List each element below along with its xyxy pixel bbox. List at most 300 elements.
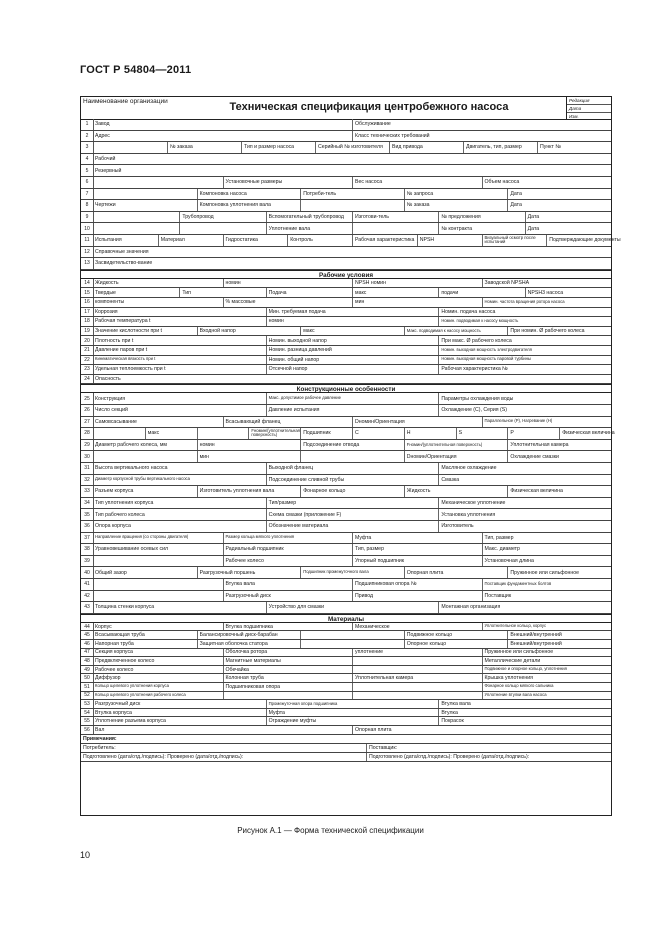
form-cell: Общий зазор xyxy=(95,569,127,576)
form-cell: Тип рабочего колеса xyxy=(95,511,145,518)
form-cell: Подшипник промежуточного вала xyxy=(300,567,404,578)
form-row xyxy=(81,258,611,270)
form-cell: Покрасок xyxy=(438,717,611,725)
form-cell xyxy=(179,223,265,234)
form-cell xyxy=(300,200,404,211)
form-cell xyxy=(300,451,404,462)
form-cell: Схема смазки (приложение F) xyxy=(266,509,439,520)
form-cell: Жидкость xyxy=(95,280,119,287)
row-number: 18 xyxy=(81,317,94,326)
form-cell: Опасность xyxy=(95,376,121,383)
form-cell: Завод xyxy=(95,121,110,128)
form-cell: Гидростатика xyxy=(223,235,288,246)
form-row xyxy=(81,375,611,385)
form-cell: Рабочая температура t xyxy=(95,318,151,325)
form-cell: Значение кислотности при t xyxy=(95,328,162,335)
form-cell: Упорный подшипник xyxy=(352,556,482,567)
form-cell: Монтажная организация xyxy=(438,602,611,613)
form-cell: Фонарное кольцо xyxy=(300,486,404,497)
form-cell: № заказа xyxy=(404,200,508,211)
row-number: 27 xyxy=(81,417,94,428)
form-cell: Подсоединение сливной трубы xyxy=(266,475,439,486)
form-cell: Тип и размер насоса xyxy=(241,142,315,153)
form-cell: Внешний/внутренний xyxy=(507,631,611,639)
form-cell: макс xyxy=(300,327,404,336)
form-cell xyxy=(300,640,404,648)
form-cell: Опора корпуса xyxy=(95,523,131,530)
row-number: 21 xyxy=(81,346,94,355)
form-cell: Высота вертикального насоса xyxy=(95,465,168,472)
form-row xyxy=(81,189,611,201)
form-row xyxy=(81,521,611,533)
revision-label: Редакция xyxy=(567,97,611,105)
form-row xyxy=(81,336,611,346)
notes-label: Примечания: xyxy=(83,735,117,742)
form-cell: Мин. требуемая подача xyxy=(266,308,439,317)
row-number: 36 xyxy=(81,521,94,532)
form-cell: Компоновка насоса xyxy=(197,189,301,200)
form-cell: Корпус xyxy=(95,623,112,630)
form-cell: Уплотнение разъема корпуса xyxy=(95,718,166,725)
form-cell: Подшипниковая опора xyxy=(223,683,353,691)
form-row xyxy=(81,440,611,452)
form-cell xyxy=(93,579,223,590)
form-cell: Разъем корпуса xyxy=(95,488,134,495)
row-number: 34 xyxy=(81,498,94,509)
form-cell xyxy=(223,692,353,700)
form-cell: Коррозия xyxy=(95,308,118,315)
form-cell: Поставщик xyxy=(482,591,612,602)
form-cell: Серийный № изготовителя xyxy=(315,142,389,153)
form-cell: Заводской NPSHA xyxy=(482,279,612,288)
form-cell: Охлаждение (C), Серия (S) xyxy=(438,405,611,416)
form-cell: № контракта xyxy=(438,223,524,234)
row-number: 11 xyxy=(81,235,94,246)
form-cell: Охлаждение смазки xyxy=(507,451,611,462)
form-cell: Контроль xyxy=(287,235,352,246)
form-row xyxy=(81,498,611,510)
form-cell: Кинематическая вязкость при t xyxy=(95,356,156,362)
form-cell: Напорная труба xyxy=(95,640,134,647)
row-number: 33 xyxy=(81,486,94,497)
form-cell: Макс. подводимая к насосу мощность xyxy=(404,327,508,336)
form-cell: Пункт № xyxy=(537,142,611,153)
signature-row xyxy=(81,744,611,753)
form-cell: мин xyxy=(197,451,301,462)
form-cell: Адрес xyxy=(95,132,110,139)
form-cell: Уплотнительная камера xyxy=(507,440,611,451)
form-cell: Изготовитель уплотнения вала xyxy=(197,486,301,497)
form-cell: номин xyxy=(266,317,439,326)
form-cell: макс xyxy=(352,288,438,297)
form-cell xyxy=(93,189,197,200)
form-cell: номин xyxy=(223,279,353,288)
form-cell: Тип xyxy=(179,288,265,297)
specification-form xyxy=(80,96,621,816)
form-row xyxy=(81,308,611,318)
form-cell: Номин. разница давлений xyxy=(266,346,439,355)
row-number: 55 xyxy=(81,717,94,725)
form-cell: Объем насоса xyxy=(482,177,612,188)
form-cell: Отсечной напор xyxy=(266,365,439,374)
form-cell: Трубопровод xyxy=(179,212,265,223)
row-number: 45 xyxy=(81,631,94,639)
form-cell: Изготови-тель xyxy=(352,212,438,223)
form-cell: Тип, размер xyxy=(352,544,482,555)
form-row xyxy=(81,579,611,591)
form-cell: Всасывающий фланец xyxy=(223,417,353,428)
form-cell: № предложения xyxy=(438,212,524,223)
row-number: 23 xyxy=(81,365,94,374)
form-cell: Вал xyxy=(95,726,105,733)
form-row xyxy=(81,657,611,666)
form-cell: Рабочий xyxy=(95,156,116,163)
form-cell: Секция корпуса xyxy=(95,649,133,656)
row-number: 10 xyxy=(81,223,94,234)
form-cell: NPSH xyxy=(417,235,482,246)
row-number: 35 xyxy=(81,509,94,520)
form-cell xyxy=(93,212,179,223)
form-cell: Установочные размеры xyxy=(223,177,353,188)
form-cell: макс xyxy=(145,428,197,439)
form-row xyxy=(81,451,611,463)
section-heading: Рабочие условия xyxy=(81,270,611,279)
row-number: 53 xyxy=(81,700,94,708)
form-cell: Фонарное кольцо мягкого сальника xyxy=(482,683,612,691)
form-row xyxy=(81,475,611,487)
form-cell: Балансировочный диск-барабан xyxy=(197,631,301,639)
form-cell: Fномин/(уплотнительная поверхность) xyxy=(404,440,508,451)
form-cell: Подсоединение отвода xyxy=(300,440,404,451)
form-cell: Привод xyxy=(352,591,482,602)
form-row xyxy=(81,533,611,545)
change-label: Изм. xyxy=(569,114,579,119)
form-cell xyxy=(352,683,482,691)
form-cell: Опорное кольцо xyxy=(404,640,508,648)
form-cell: Муфта xyxy=(266,709,439,717)
form-cell: Пружинное или сильфонное xyxy=(482,649,612,657)
form-row xyxy=(81,393,611,405)
row-number: 12 xyxy=(81,247,94,258)
form-row xyxy=(81,131,611,143)
form-cell: Крышка уплотнения xyxy=(482,674,612,682)
row-number: 28 xyxy=(81,428,94,439)
form-cell: Уплотнение вала xyxy=(266,223,352,234)
form-cell: уплотнение xyxy=(352,649,482,657)
form-cell: Dномин/Ориентация xyxy=(404,451,508,462)
form-row xyxy=(81,288,611,298)
row-number: 30 xyxy=(81,451,94,462)
form-cell: Тип/размер xyxy=(266,498,439,509)
form-cell: Радиальный подшипник xyxy=(223,544,353,555)
form-cell: Тип, размер xyxy=(482,533,612,544)
form-row xyxy=(81,119,611,131)
form-row xyxy=(81,726,611,735)
form-cell: Номин. подводимая к насосу мощность xyxy=(438,317,611,326)
section-heading: Конструкционные особенности xyxy=(81,384,611,393)
form-cell xyxy=(352,666,482,674)
form-cell: Разгрузочный поршень xyxy=(197,567,301,578)
form-cell xyxy=(93,556,223,567)
form-cell: Металлические детали xyxy=(482,657,612,665)
form-row xyxy=(81,591,611,603)
form-cell: Подвижное и опорное кольцо, уплотнения xyxy=(482,666,612,674)
form-row xyxy=(81,142,611,154)
form-row xyxy=(81,623,611,632)
form-cell: Fномин/(уплотнительная поверхность) xyxy=(248,428,300,439)
form-cell: Внешний/внутренний xyxy=(507,640,611,648)
row-number: 16 xyxy=(81,298,94,307)
form-row xyxy=(81,165,611,177)
row-number: 1 xyxy=(81,119,94,130)
form-cell: Обозначение материала xyxy=(266,521,439,532)
form-cell: Подшипник xyxy=(300,428,352,439)
form-cell: Самовсасывание xyxy=(95,418,137,425)
form-cell: Входной напор xyxy=(197,327,301,336)
row-number: 22 xyxy=(81,356,94,365)
row-number: 48 xyxy=(81,657,94,665)
date-label: Дата xyxy=(567,105,611,113)
form-cell: Чертежи xyxy=(95,202,116,209)
form-cell: Колонная труба xyxy=(223,674,353,682)
row-number: 38 xyxy=(81,544,94,555)
row-number: 3 xyxy=(81,142,94,153)
form-cell: Пружинное или сильфонное xyxy=(507,567,611,578)
form-cell: Дата xyxy=(525,223,611,234)
form-cell: При макс. Ø рабочего колеса xyxy=(438,336,611,345)
form-cell: Диаметр рабочего колеса, мм xyxy=(95,442,167,449)
form-row xyxy=(81,417,611,429)
form-row xyxy=(81,717,611,726)
row-number: 52 xyxy=(81,692,94,700)
form-cell: Обечайка xyxy=(223,666,353,674)
form-cell: Номин. подача насоса xyxy=(438,308,611,317)
row-number: 17 xyxy=(81,308,94,317)
form-cell: Изготовитель xyxy=(438,521,611,532)
form-row xyxy=(81,405,611,417)
form-row xyxy=(81,177,611,189)
document-code: ГОСТ Р 54804—2011 xyxy=(80,64,192,76)
form-cell: Дата xyxy=(507,189,611,200)
form-cell: Макс. допустимое рабочее давление xyxy=(266,393,439,404)
form-cell: Разгрузочный диск xyxy=(223,591,353,602)
form-row xyxy=(81,298,611,308)
row-number: 9 xyxy=(81,212,94,223)
row-number: 39 xyxy=(81,556,94,567)
form-cell: Испытания xyxy=(95,237,122,244)
form-cell: Макс. диаметр xyxy=(482,544,612,555)
form-row xyxy=(81,631,611,640)
form-cell: Дата xyxy=(525,212,611,223)
form-cell: Подача xyxy=(266,288,352,297)
form-row xyxy=(81,463,611,475)
form-title-row xyxy=(81,97,611,120)
form-cell: Втулка подшипника xyxy=(223,623,353,631)
row-number: 8 xyxy=(81,200,94,211)
revision-box xyxy=(566,97,611,119)
form-cell: Компоновка уплотнения вала xyxy=(197,200,301,211)
form-row xyxy=(81,700,611,709)
form-cell xyxy=(352,657,482,665)
form-cell: Параллельное (P), Нагревание (H) xyxy=(482,417,612,428)
form-cell: Толщина стенки корпуса xyxy=(95,604,155,611)
row-number: 5 xyxy=(81,165,94,176)
row-number: 47 xyxy=(81,649,94,657)
form-cell: подачи xyxy=(438,288,524,297)
form-cell: Механическое уплотнение xyxy=(438,498,611,509)
form-cell: Резервный xyxy=(95,167,122,174)
form-row xyxy=(81,486,611,498)
signature-field: Поставщик: xyxy=(366,744,611,752)
form-cell: номин xyxy=(197,440,301,451)
row-number: 29 xyxy=(81,440,94,451)
row-number: 7 xyxy=(81,189,94,200)
form-cell: Направление вращения (со стороны двигателя) xyxy=(95,534,189,540)
form-cell: Дата xyxy=(507,200,611,211)
row-number: 31 xyxy=(81,463,94,474)
signature-field: Подготовлено (дата/отд./подпись): Проверено (дата/отд./подпись): xyxy=(83,753,244,760)
form-cell: Ограждение муфты xyxy=(266,717,439,725)
row-number: 40 xyxy=(81,567,94,578)
form-row xyxy=(81,666,611,675)
form-row xyxy=(81,544,611,556)
row-number: 32 xyxy=(81,475,94,486)
row-number: 54 xyxy=(81,709,94,717)
row-number: 25 xyxy=(81,393,94,404)
row-number: 56 xyxy=(81,726,94,734)
row-number: 26 xyxy=(81,405,94,416)
form-row xyxy=(81,212,611,224)
form-cell: Опорная плита xyxy=(352,726,611,734)
form-cell: Вспомогательный трубопровод xyxy=(266,212,352,223)
form-cell: Опорная плита xyxy=(404,567,508,578)
page-number: 10 xyxy=(80,850,91,860)
form-cell: Поставщик фундаментных болтов xyxy=(482,579,612,590)
signature-field: Подготовлено (дата/отд./подпись): Проверено (дата/отд./подпись): xyxy=(366,753,611,761)
form-cell: Уравновешивание осевых сил xyxy=(95,546,169,553)
row-number: 15 xyxy=(81,288,94,297)
form-cell: Диаметр корпусной трубы вертикального насоса xyxy=(95,476,190,482)
row-number: 44 xyxy=(81,623,94,631)
form-cell: Промежуточная опора подшипника xyxy=(266,700,439,708)
form-cell: Давление паров при t xyxy=(95,347,148,354)
row-number: 19 xyxy=(81,327,94,336)
form-cell: Магнитные материалы xyxy=(223,657,353,665)
form-cell: Номин. общий напор xyxy=(266,356,439,365)
form-cell: Плотность при t xyxy=(95,337,134,344)
form-cell: Номин. выходная мощность паровой турбины xyxy=(438,356,611,365)
form-cell: Смазка xyxy=(438,475,611,486)
form-cell: NPSH номин xyxy=(352,279,482,288)
form-cell: Подтверждающие документы xyxy=(546,235,611,246)
form-cell: Вес насоса xyxy=(352,177,482,188)
row-number: 41 xyxy=(81,579,94,590)
form-row xyxy=(81,709,611,718)
form-cell: Установочная длина xyxy=(482,556,612,567)
section-heading: Материалы xyxy=(81,614,611,623)
form-cell: Уплотнительная камера xyxy=(352,674,482,682)
form-cell: Класс технических требований xyxy=(352,131,611,142)
form-cell: Всасывающая труба xyxy=(95,632,145,639)
signature-row xyxy=(81,753,611,762)
form-cell: Тип уплотнения корпуса xyxy=(95,500,154,507)
form-cell: Выходной фланец xyxy=(266,463,439,474)
form-cell: Жидкость xyxy=(404,486,508,497)
form-cell: Обслуживание xyxy=(352,119,611,130)
form-cell: Механическое xyxy=(352,623,482,631)
form-row xyxy=(81,692,611,701)
form-cell: Вид привода xyxy=(389,142,463,153)
form-cell: Давление испытания xyxy=(266,405,439,416)
form-cell: Подвижное кольцо xyxy=(404,631,508,639)
form-row xyxy=(81,200,611,212)
form-row xyxy=(81,234,621,247)
form-cell: Твердые xyxy=(95,289,116,296)
form-row xyxy=(81,317,611,327)
form-cell: Физическая величина xyxy=(559,428,611,439)
form-cell: P xyxy=(507,428,559,439)
form-cell xyxy=(197,428,249,439)
form-row xyxy=(81,640,611,649)
row-number: 43 xyxy=(81,602,94,613)
form-row xyxy=(81,602,611,614)
form-cell: Засвидетельство-вание xyxy=(95,260,153,267)
form-row xyxy=(81,279,611,289)
row-number: 51 xyxy=(81,683,94,691)
form-row xyxy=(81,365,611,375)
row-number: 37 xyxy=(81,533,94,544)
form-cell: Уплотнительное кольцо, корпус xyxy=(482,623,612,631)
form-cell: Защитная оболочка статора xyxy=(197,640,301,648)
form-cell: При номин. Ø рабочего колеса xyxy=(507,327,611,336)
form-cell: Потреби-тель xyxy=(300,189,404,200)
form-row xyxy=(81,509,611,521)
form-cell xyxy=(93,223,179,234)
form-row xyxy=(81,356,611,366)
form-cell: Размер кольца мягкого уплотнения xyxy=(223,533,353,544)
form-row xyxy=(81,683,611,692)
form-cell xyxy=(300,631,404,639)
form-cell: Визуальный осмотр после испытаний xyxy=(482,235,547,246)
row-number: 46 xyxy=(81,640,94,648)
row-number: 4 xyxy=(81,154,94,165)
row-number: 24 xyxy=(81,375,94,384)
form-row xyxy=(81,154,611,166)
form-cell: S xyxy=(456,428,508,439)
form-row xyxy=(81,649,611,658)
form-cell: Номин. выходная мощность электродвигателя xyxy=(438,346,611,355)
form-cell: Рабочая характеристика xyxy=(352,235,417,246)
form-cell xyxy=(93,451,197,462)
form-cell: Втулка вала xyxy=(438,700,611,708)
form-cell: Диффузор xyxy=(95,675,121,682)
form-cell: Предвключенное колесо xyxy=(95,657,155,664)
organization-label: Наименование организации xyxy=(83,98,168,105)
form-cell: Рабочая характеристика № xyxy=(438,365,611,374)
form-cell: Втулка вала xyxy=(223,579,353,590)
form-cell: Подшипниковая опора № xyxy=(352,579,482,590)
form-cell xyxy=(93,177,223,188)
form-cell: № запроса xyxy=(404,189,508,200)
form-cell: Кольцо щелевого уплотнения рабочего колеса xyxy=(95,691,186,697)
form-cell: Установка уплотнения xyxy=(438,509,611,520)
form-cell xyxy=(352,692,482,700)
form-cell: № заказа xyxy=(167,142,241,153)
form-cell: Кольцо щелевого уплотнения корпуса xyxy=(95,683,169,689)
form-row xyxy=(81,346,611,356)
form-cell: Номин. выходной напор xyxy=(266,336,439,345)
form-cell: Оболочка ротора xyxy=(223,649,353,657)
